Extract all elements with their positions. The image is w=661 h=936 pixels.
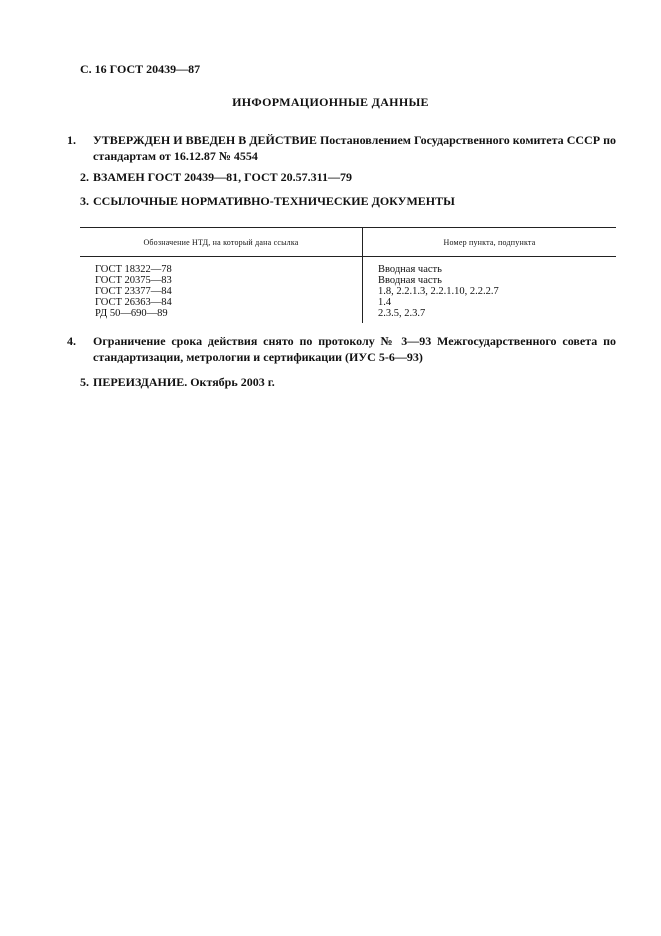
item-text: Постановлением Государственного комитета СССР по стандартам от 16.12.87 № 4554 (93, 133, 617, 163)
item-number: 1. (67, 133, 76, 147)
clause-cell: 1.8, 2.2.1.3, 2.2.1.10, 2.2.2.7 (378, 286, 499, 297)
clause-cell: Вводная часть (378, 264, 442, 275)
clause-cell: Вводная часть (378, 275, 442, 286)
item-heading: ВЗАМЕН ГОСТ 20439—81, ГОСТ 20.57.311—79 (93, 170, 352, 184)
info-item-1 (67, 132, 617, 164)
item-number: 4. (67, 334, 76, 348)
info-item-3 (80, 193, 616, 209)
document-cell: ГОСТ 20375—83 (95, 275, 172, 286)
document-title: ИНФОРМАЦИОННЫЕ ДАННЫЕ (232, 95, 429, 109)
clause-cell: 1.4 (378, 297, 392, 308)
info-item-4 (67, 333, 616, 365)
item-text: Октябрь 2003 г. (187, 375, 275, 389)
item-number: 2. (80, 170, 89, 184)
document-column (80, 257, 363, 324)
item-number: 3. (80, 194, 89, 208)
document-cell: ГОСТ 18322—78 (95, 264, 172, 275)
clause-column (363, 257, 617, 324)
page-header: С. 16 ГОСТ 20439—87 (80, 62, 201, 76)
item-heading: ССЫЛОЧНЫЕ НОРМАТИВНО-ТЕХНИЧЕСКИЕ ДОКУМЕНТЫ (93, 194, 455, 208)
table-row (80, 257, 616, 324)
reference-documents-table (80, 227, 616, 323)
item-heading: УТВЕРЖДЕН И ВВЕДЕН В ДЕЙСТВИЕ (93, 133, 317, 147)
item-heading: ПЕРЕИЗДАНИЕ. (93, 375, 188, 389)
info-item-5 (80, 374, 616, 390)
info-item-2 (80, 169, 616, 185)
item-text: Ограничение срока действия снято по протоколу № 3—93 Межгосударственного совета по стандартизации, метрологии и сертификации (ИУС 5-6—93) (93, 334, 616, 364)
table-header-row (80, 228, 616, 257)
item-number: 5. (80, 375, 89, 389)
clause-cell: 2.3.5, 2.3.7 (378, 308, 426, 319)
document-cell: ГОСТ 23377—84 (95, 286, 172, 297)
document-cell: РД 50—690—89 (95, 308, 168, 319)
column-header-document: Обозначение НТД, на который дана ссылка (80, 228, 363, 257)
document-cell: ГОСТ 26363—84 (95, 297, 172, 308)
column-header-clause: Номер пункта, подпункта (363, 228, 617, 257)
